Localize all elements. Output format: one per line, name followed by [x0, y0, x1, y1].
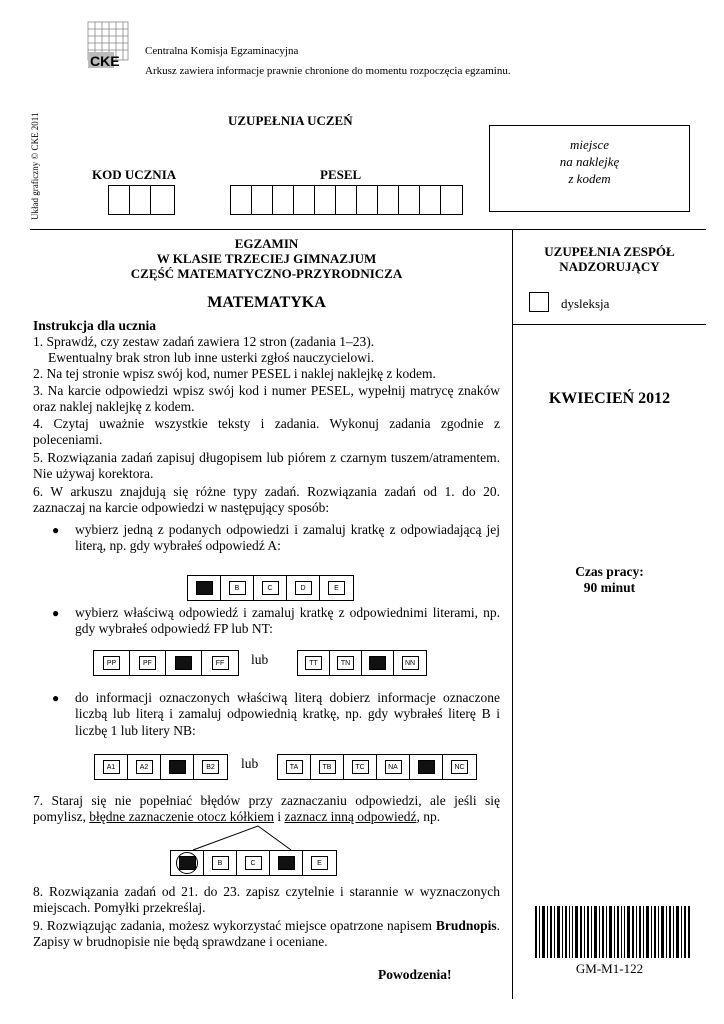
dysleksja-label: dysleksja — [561, 296, 610, 311]
answer-box: PP — [103, 656, 120, 670]
example-correction — [170, 850, 337, 876]
divider-horizontal — [30, 229, 706, 230]
instr-8: 8. Rozwiązania zadań od 21. do 23. zapisz czytelnie i starannie w wyznaczonych miejscach. Pomyłki przekreślaj. — [33, 884, 500, 916]
answer-box: A1 — [103, 760, 120, 774]
time-value: 90 minut — [583, 580, 636, 595]
kod-label: KOD UCZNIA — [92, 167, 177, 182]
answer-box-filled — [278, 856, 295, 870]
answer-box-filled — [369, 656, 386, 670]
time-label: Czas pracy: — [575, 564, 644, 579]
answer-box: E — [311, 856, 328, 870]
answer-box-filled — [169, 760, 186, 774]
instr-6: 6. W arkuszu znajdują się różne typy zadań. Rozwiązania zadań od 1. do 20. zaznaczaj na karcie odpowiedzi w następujący sposób: — [33, 484, 500, 516]
cke-logo — [82, 20, 134, 76]
kod-input-boxes[interactable] — [108, 185, 175, 215]
copyright-side: Układ graficzny © CKE 2011 — [30, 112, 40, 220]
barcode — [533, 906, 691, 958]
answer-box: TA — [286, 760, 303, 774]
answer-box: TC — [352, 760, 369, 774]
bullet-dot-2: ● — [52, 606, 60, 620]
example-nb — [277, 754, 477, 780]
instr-7: 7. Staraj się nie popełniać błędów przy zaznaczaniu odpowiedzi, ale jeśli się pomylisz, błędne zaznaczenie otocz kółkiem i zaznacz inną odpowiedź, np. — [33, 793, 500, 825]
sticker-area: miejsce na naklejkę z kodem — [489, 125, 690, 212]
bullet-2: ● wybierz właściwą odpowiedź i zamaluj kratkę z odpowiednimi literami, np. gdy wybrałeś odpowiedź FP lub NT: — [52, 605, 500, 637]
bullet-3: ● do informacji oznaczonych właściwą literą dobierz informacje oznaczone liczbą lub literą i zamaluj odpowiednią kratkę, np. gdy wybrałeś literę B i liczbę 1 lub litery NB: — [52, 690, 500, 738]
dysleksja-checkbox[interactable] — [529, 292, 549, 312]
example-fp — [93, 650, 239, 676]
answer-box: A2 — [136, 760, 153, 774]
answer-box: NC — [451, 760, 468, 774]
answer-box: NA — [385, 760, 402, 774]
example-nt — [297, 650, 427, 676]
answer-box: C — [262, 581, 279, 595]
answer-box-filled — [418, 760, 435, 774]
answer-box: D — [295, 581, 312, 595]
answer-box: C — [245, 856, 262, 870]
pesel-input-boxes[interactable] — [230, 185, 463, 215]
example-single-choice — [187, 575, 354, 601]
bullet-dot-1: ● — [52, 523, 60, 537]
answer-box: TN — [337, 656, 354, 670]
confidential-notice: Arkusz zawiera informacje prawnie chronione do momentu rozpoczęcia egzaminu. — [145, 65, 511, 77]
instr-3: 3. Na karcie odpowiedzi wpisz swój kod i numer PESEL, wypełnij matrycę znaków oraz naklej naklejkę z kodem. — [33, 383, 500, 415]
logo-text: CKE — [90, 53, 120, 69]
answer-box-filled — [175, 656, 192, 670]
good-luck: Powodzenia! — [378, 967, 452, 982]
lub-2: lub — [241, 756, 259, 771]
answer-box: B2 — [202, 760, 219, 774]
answer-box: B — [212, 856, 229, 870]
divider-right — [512, 324, 706, 325]
answer-box: E — [328, 581, 345, 595]
answer-box: B — [229, 581, 246, 595]
instr-4: 4. Czytaj uważnie wszystkie teksty i zadania. Wykonuj zadania zgodnie z poleceniami. — [33, 416, 500, 448]
proctor-heading: UZUPEŁNIA ZESPÓŁ NADZORUJĄCY — [544, 244, 675, 274]
answer-box: PF — [139, 656, 156, 670]
instr-9: 9. Rozwiązując zadania, możesz wykorzystać miejsce opatrzone napisem Brudnopis. Zapisy w brudnopisie nie będą sprawdzane i oceniane. — [33, 918, 500, 950]
answer-box: TB — [319, 760, 336, 774]
lub-1: lub — [251, 652, 269, 667]
instr-5: 5. Rozwiązania zadań zapisuj długopisem lub piórem z czarnym tuszem/atramentem. Nie używaj korektora. — [33, 450, 500, 482]
example-b1 — [94, 754, 228, 780]
exam-date: KWIECIEŃ 2012 — [548, 390, 671, 407]
answer-box-filled — [196, 581, 213, 595]
pesel-label: PESEL — [320, 167, 362, 182]
bullet-dot-3: ● — [52, 691, 60, 705]
answer-box: TT — [305, 656, 322, 670]
bullet-1: ● wybierz jedną z podanych odpowiedzi i zamaluj kratkę z odpowiadającą jej literą, np. gdy wybrałeś odpowiedź A: — [52, 522, 500, 554]
subject-title: MATEMATYKA — [207, 294, 326, 311]
booklet-code: GM-M1-122 — [575, 961, 644, 976]
student-heading: UZUPEŁNIA UCZEŃ — [228, 113, 353, 128]
answer-box: NN — [402, 656, 419, 670]
instructions-title: Instrukcja dla ucznia — [33, 318, 157, 333]
divider-vertical — [512, 229, 513, 999]
exam-title: EGZAMIN W KLASIE TRZECIEJ GIMNAZJUM CZĘŚĆ MATEMATYCZNO-PRZYRODNICZA — [130, 236, 403, 281]
instr-2: 2. Na tej stronie wpisz swój kod, numer PESEL i naklej naklejkę z kodem. — [33, 366, 436, 381]
instr-1: 1. Sprawdź, czy zestaw zadań zawiera 12 stron (zadania 1–23). Ewentualny brak stron lub inne usterki zgłoś nauczycielowi. — [33, 334, 375, 366]
org-name: Centralna Komisja Egzaminacyjna — [145, 45, 299, 57]
correction-circle — [176, 852, 198, 874]
answer-box: FF — [212, 656, 229, 670]
